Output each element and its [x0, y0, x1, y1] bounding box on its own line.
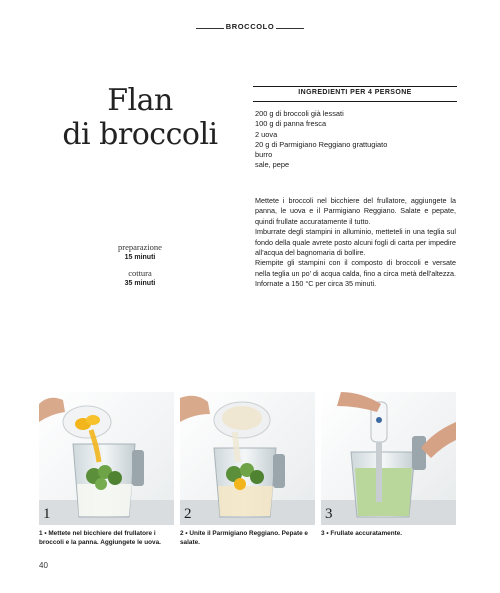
ingredient-item: 100 g di panna fresca — [255, 119, 327, 129]
prep-label: preparazione — [118, 242, 162, 252]
method-text — [255, 196, 456, 290]
ingredient-item: 200 g di broccoli già lessati — [255, 109, 344, 118]
section-header — [0, 22, 500, 34]
step-caption-3: 3 • Frullate accuratamente. — [321, 530, 403, 537]
header-rule-right — [276, 28, 304, 29]
step-number: 3 — [325, 506, 333, 522]
ingredients-list — [255, 109, 455, 171]
ingredient-item: 2 uova — [255, 129, 278, 139]
step-photo-1 — [39, 392, 174, 525]
step-caption-2: 2 • Unite il Parmigiano Reggiano. Pepate e salate. — [180, 530, 308, 546]
prep-value: 15 minuti — [124, 254, 156, 261]
method-paragraph: Riempite gli stampini con il composto di broccoli e versate nella teglia un po' di acqua calda, fino a circa metà dell'altezza. Infornate a 150 °C per circa 35 minuti. — [255, 258, 456, 289]
ingredients-rule-top — [253, 86, 457, 87]
ingredient-item: sale, pepe — [255, 160, 290, 170]
section-label: BROCCOLO — [225, 22, 275, 31]
step-photo-3-image — [321, 392, 456, 525]
recipe-times — [100, 242, 180, 294]
cook-value: 35 minuti — [124, 280, 156, 287]
step-caption-1: 1 • Mettete nel bicchiere del frullatore i broccoli e la panna. Aggiungete le uova. — [39, 530, 161, 546]
page-number: 40 — [39, 561, 48, 570]
step-photo-2-image — [180, 392, 315, 525]
recipe-title-line2: di broccoli — [62, 117, 218, 152]
recipe-title-line1: Flan — [107, 83, 173, 118]
ingredient-item: burro — [255, 150, 273, 160]
ingredients-rule-bottom — [253, 101, 457, 102]
ingredients-title: INGREDIENTI PER 4 PERSONE — [298, 89, 412, 96]
method-paragraph: Imburrate degli stampini in alluminio, metteteli in una teglia sul fondo della quale avrete posto alcuni fogli di carta per impedire all'acqua del bagnomaria di bollire. — [255, 227, 456, 258]
recipe-title — [60, 84, 220, 152]
header-rule-left — [196, 28, 224, 29]
ingredient-item: 20 g di Parmigiano Reggiano grattugiato — [255, 139, 388, 149]
cook-label: cottura — [128, 268, 152, 278]
step-number: 1 — [43, 506, 51, 522]
step-photo-2 — [180, 392, 315, 525]
step-photo-1-image — [39, 392, 174, 525]
step-number: 2 — [184, 506, 192, 522]
method-paragraph: Mettete i broccoli nel bicchiere del frullatore, aggiungete la panna, le uova e il Parmigiano Reggiano. Salate e pepate, quindi frullate accuratamente il tutto. — [255, 196, 456, 226]
step-photo-3 — [321, 392, 456, 525]
